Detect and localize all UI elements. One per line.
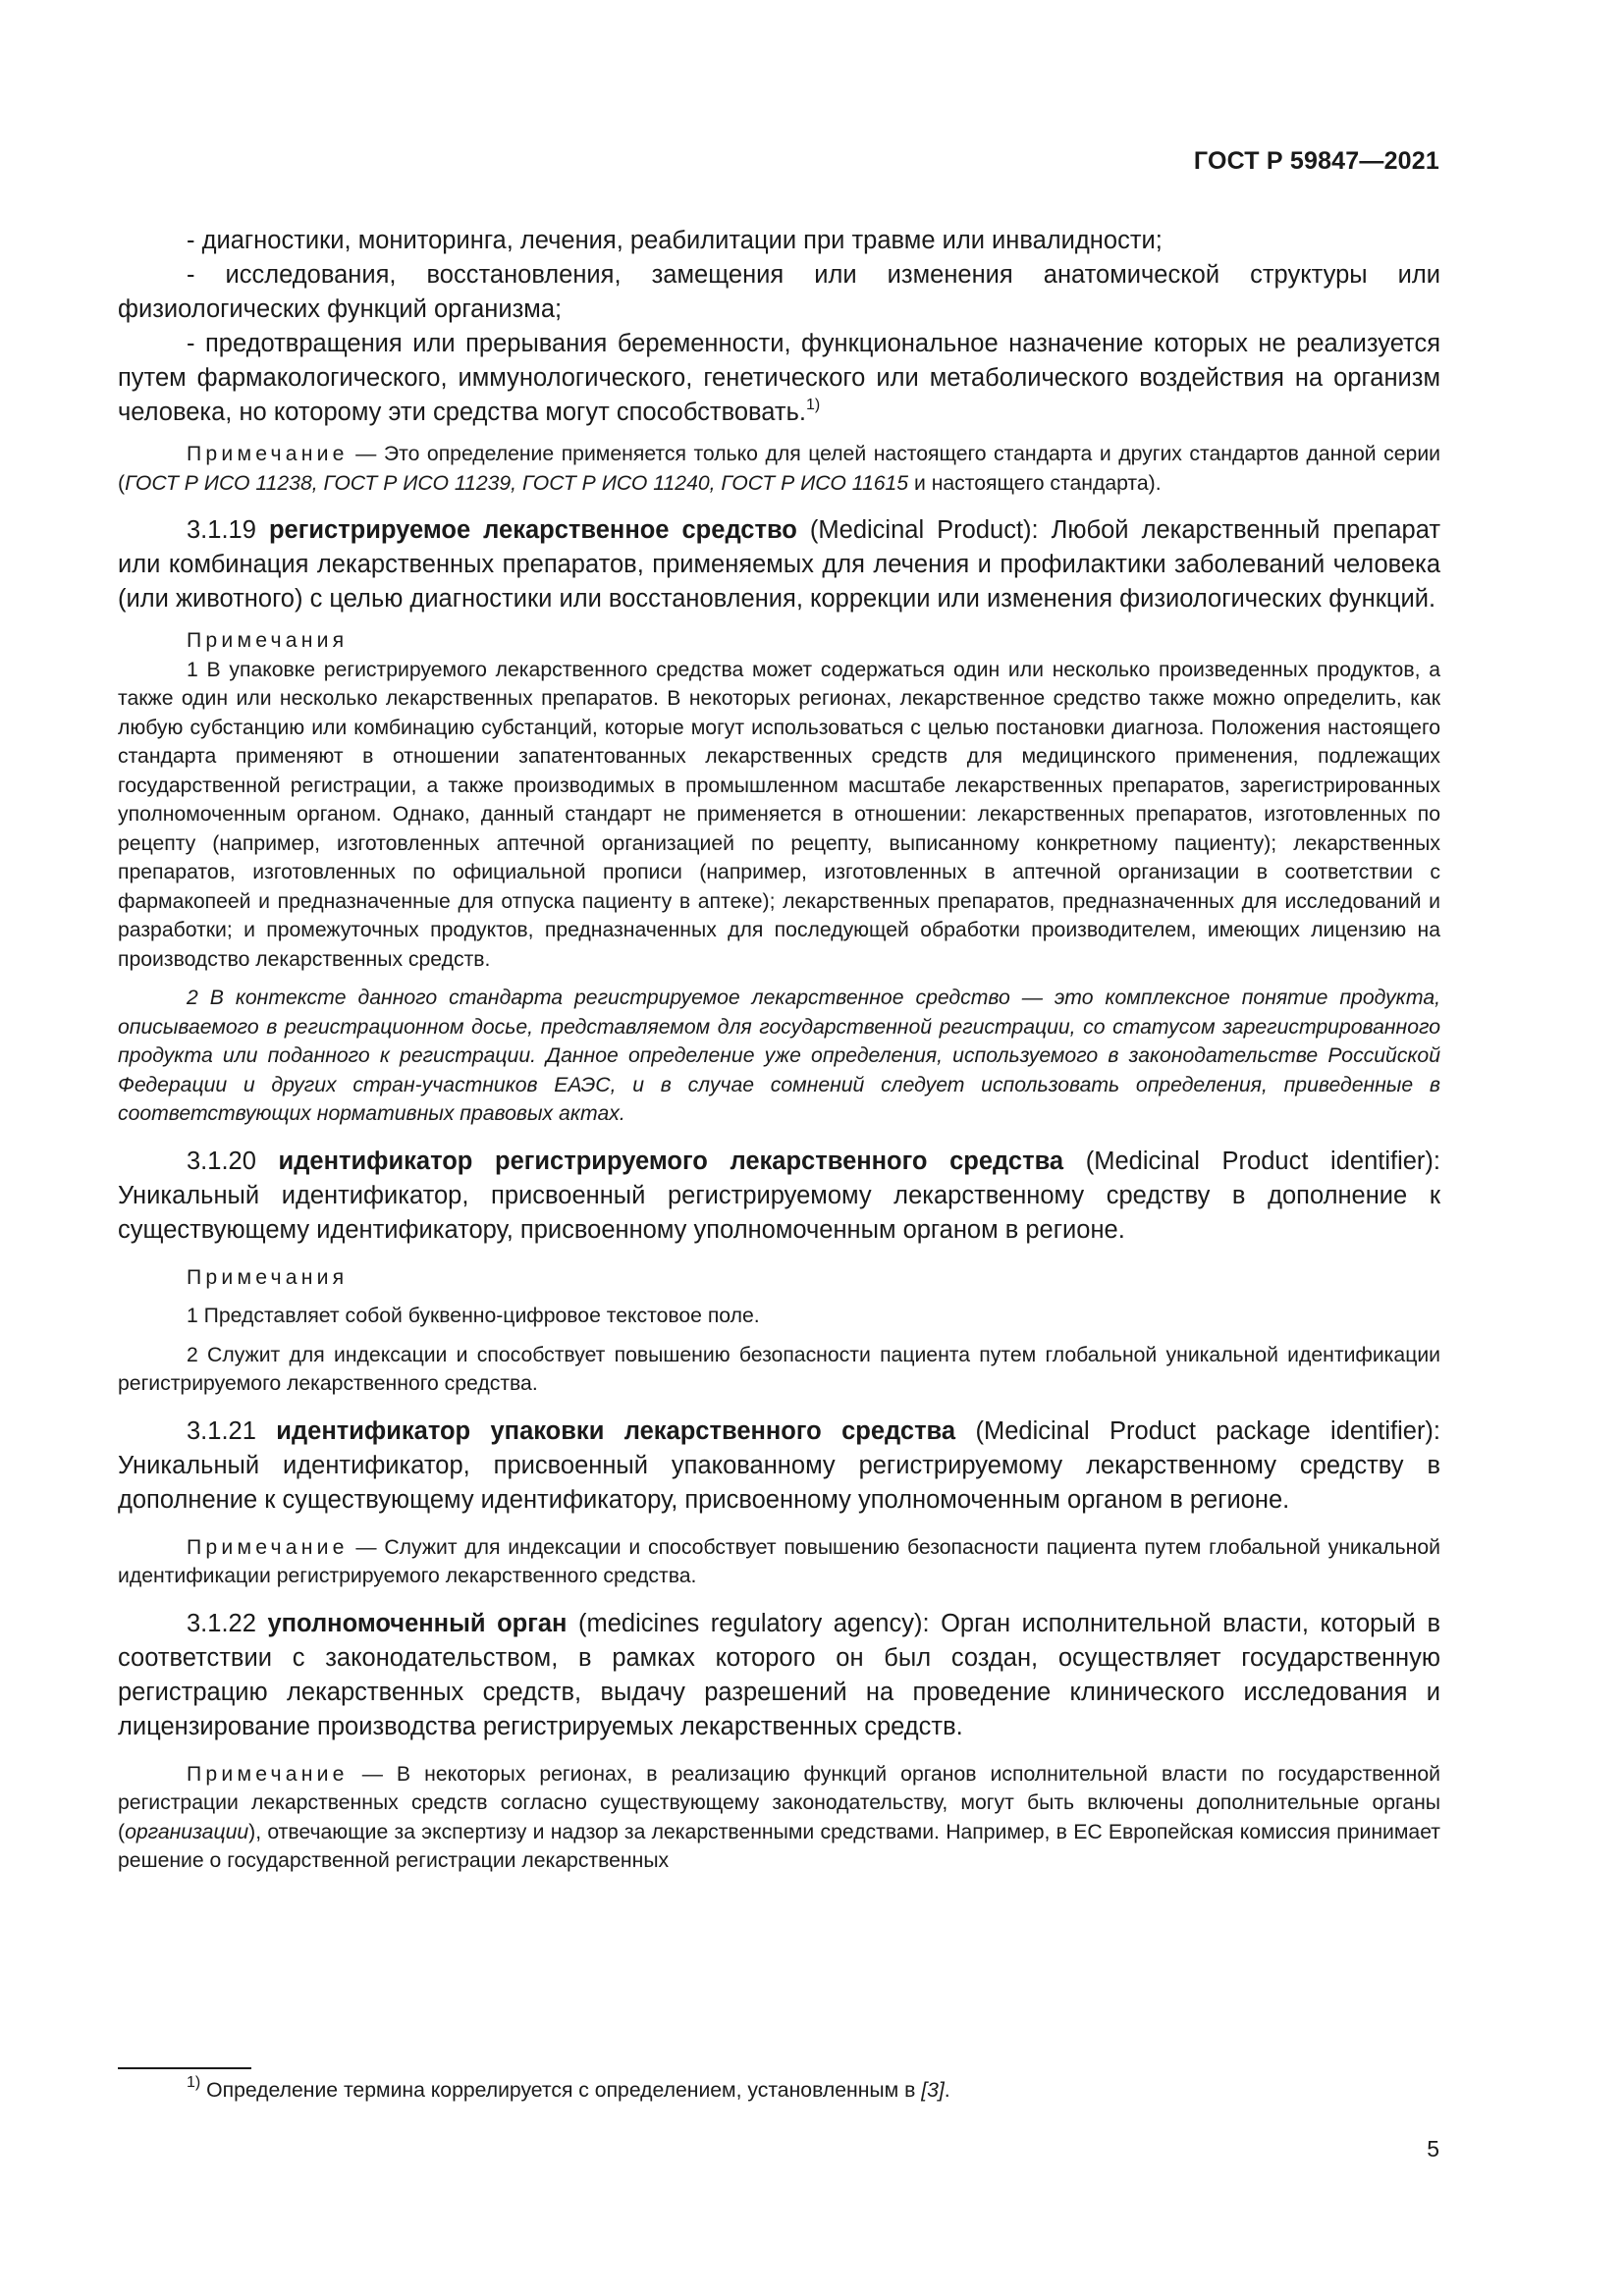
- page-number: 5: [1427, 2136, 1439, 2162]
- term-3-1-19-note-1: 1 В упаковке регистрируемого лекарственного средства может содержаться один или несколько произведенных продуктов, а также один или несколько лекарственных препаратов. В некоторых регионах, лекарственное средство также можно определить, как любую субстанцию или комбинацию субстанций, которые могут использоваться с целью постановки диагноза. Положения настоящего стандарта применяют в отношении запатентованных лекарственных средств для медицинского применения, подлежащих государственной регистрации, а также производимых в промышленном масштабе лекарственных препаратов, зарегистрированных уполномоченным органом. Однако, данный стандарт не применяется в отношении: лекарственных препаратов, изготовленных по рецепту (например, изготовленных аптечной организацией по рецепту, выписанному конкретному пациенту); лекарственных препаратов, изготовленных по официальной прописи (например, изготовленных в аптечной организации в соответствии с фармакопеей и предназначенные для отпуска пациенту в аптеке); лекарственных препаратов, предназначенных для исследований и разработки; и промежуточных продуктов, предназначенных для последующей обработки производителем, имеющих лицензию на производство лекарственных средств.: [118, 658, 1440, 971]
- term-3-1-19-note-2: 2 В контексте данного стандарта регистрируемое лекарственное средство — это комплексное понятие продукта, описываемого в регистрационном досье, представляемом для государственной регистрации, со статусом зарегистрированного продукта или поданного к регистрации. Данное определение уже определения, используемого в законодательстве Российской Федерации и других стран-участников ЕАЭС, и в случае сомнений следует использовать определения, приведенные в соответствующих нормативных правовых актах.: [118, 987, 1440, 1125]
- intro-item-1: - диагностики, мониторинга, лечения, реабилитации при травме или инвалидности;: [187, 227, 1163, 254]
- intro-item-2: - исследования, восстановления, замещения или изменения анатомической структуры или физиологических функций организма;: [118, 261, 1440, 323]
- term-3-1-22-note: Примечание — В некоторых регионах, в реализацию функций органов исполнительной власти по государственной регистрации лекарственных средств согласно существующему законодательству, могут быть включены дополнительные органы (организации), отвечающие за экспертизу и надзор за лекарственными средствами. Например, в ЕС Европейская комиссия принимает решение о государственной регистрации лекарственных: [118, 1762, 1440, 1872]
- note-label: Примечание: [187, 1535, 349, 1559]
- document-number-header: ГОСТ Р 59847—2021: [1193, 147, 1439, 175]
- term-title: идентификатор упаковки лекарственного средства: [276, 1416, 956, 1445]
- intro-item-3: [118, 327, 1440, 430]
- term-3-1-21-note: Примечание — Служит для индексации и способствует повышению безопасности пациента путем глобальной уникальной идентификации регистрируемого лекарственного средства.: [118, 1535, 1440, 1587]
- footnote-mark: 1): [187, 2073, 201, 2091]
- notes-label: Примечания: [187, 1265, 349, 1289]
- note-label: Примечание: [187, 443, 349, 465]
- standard-references: ГОСТ Р ИСО 11238, ГОСТ Р ИСО 11239, ГОСТ Р ИСО 11240, ГОСТ Р ИСО 11615: [125, 471, 909, 495]
- term-3-1-21: 3.1.21 идентификатор упаковки лекарственного средства (Medicinal Product package identifier): Уникальный идентификатор, присвоенный упакованному регистрируемому лекарственному средству в дополнение к существующему идентификатору, присвоенному уполномоченным органом в регионе.: [118, 1416, 1441, 1514]
- term-3-1-20-note-2: 2 Служит для индексации и способствует повышению безопасности пациента путем глобальной уникальной идентификации регистрируемого лекарственного средства.: [118, 1343, 1440, 1395]
- term-3-1-19: 3.1.19 регистрируемое лекарственное средство (Medicinal Product): Любой лекарственный препарат или комбинация лекарственных препаратов, применяемых для лечения и профилактики заболеваний человека (или животного) с целью диагностики или восстановления, коррекции или изменения физиологических функций.: [118, 516, 1440, 613]
- term-title: идентификатор регистрируемого лекарственного средства: [278, 1147, 1064, 1175]
- note-definition-scope: Примечание — Это определение применяется только для целей настоящего стандарта и других стандартов данной серии (ГОСТ Р ИСО 11238, ГОСТ Р ИСО 11239, ГОСТ Р ИСО 11240, ГОСТ Р ИСО 11615 и настоящего стандарта).: [118, 443, 1440, 495]
- footnote-reference: 1): [805, 396, 821, 413]
- term-3-1-20: 3.1.20 идентификатор регистрируемого лекарственного средства (Medicinal Product identifier): Уникальный идентификатор, присвоенный регистрируемому лекарственному средству в дополнение к существующему идентификатору, присвоенному уполномоченным органом в регионе.: [118, 1147, 1440, 1244]
- term-3-1-20-note-1: 1 Представляет собой буквенно-цифровое текстовое поле.: [187, 1305, 760, 1327]
- term-title: регистрируемое лекарственное средство: [268, 516, 797, 544]
- term-3-1-22: 3.1.22 уполномоченный орган (medicines regulatory agency): Орган исполнительной власти, который в соответствии с законодательством, в рамках которого он был создан, осуществляет государственную регистрацию лекарственных средств, выдачу разрешений на проведение клинического исследования и лицензирование производства регистрируемых лекарственных средств.: [118, 1609, 1440, 1740]
- footnote-separator: [118, 2067, 251, 2069]
- note-label: Примечание: [187, 1762, 349, 1786]
- footnote-reference-link: [3]: [921, 2079, 945, 2102]
- footnote: $^{1)}$ Определение термина коррелируется с определением, установленным в [3].: [187, 2073, 950, 2102]
- intro-item-3-text: - предотвращения или прерывания беременности, функциональное назначение которых не реализуется путем фармакологического, иммунологического, генетического или метаболического воздействия на организм человека, но которому эти средства могут способствовать.: [118, 330, 1440, 426]
- page-body: [118, 224, 1440, 1876]
- term-title: уполномоченный орган: [267, 1609, 568, 1637]
- notes-label: Примечания: [187, 629, 349, 652]
